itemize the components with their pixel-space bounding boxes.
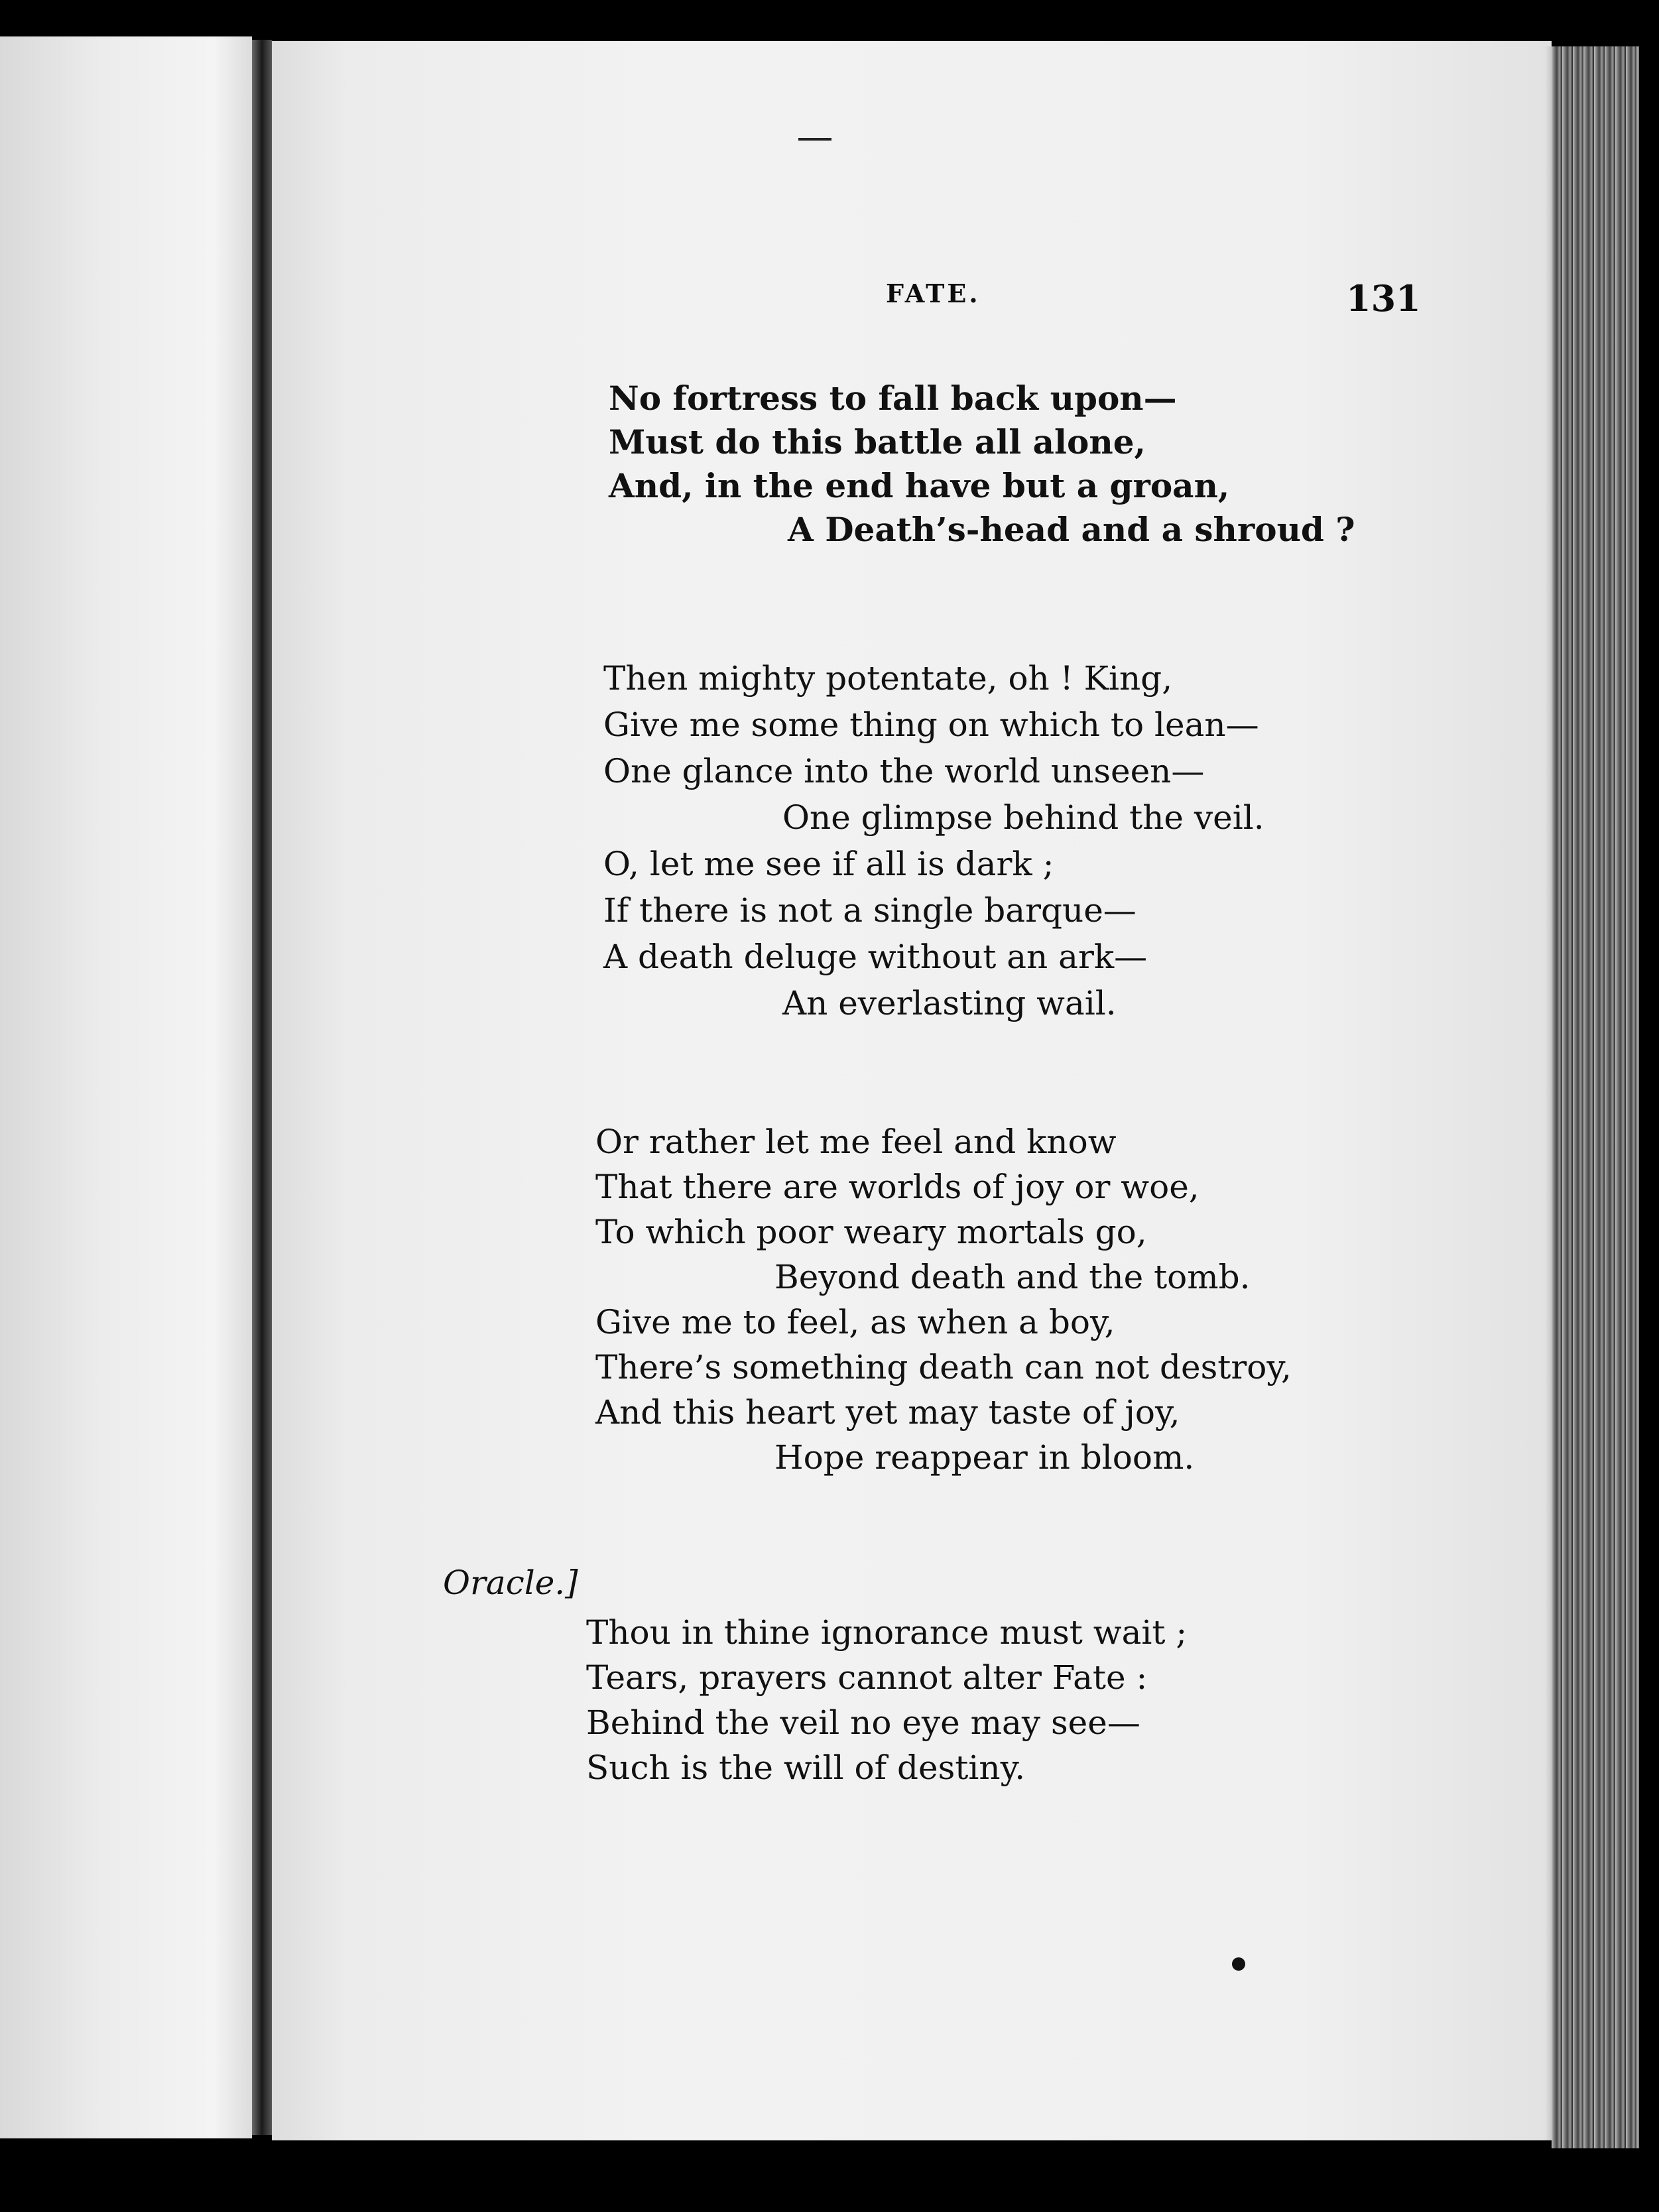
oracle-stanza bbox=[586, 1610, 1187, 1790]
book-gutter bbox=[252, 40, 272, 2135]
verse-line: Must do this battle all alone, bbox=[609, 422, 1146, 461]
stanza-1 bbox=[609, 377, 1355, 552]
verse-line: Thou in thine ignorance must wait ; bbox=[586, 1613, 1188, 1652]
verse-line: Then mighty potentate, oh ! King, bbox=[603, 659, 1173, 698]
verse-line: If there is not a single barque— bbox=[603, 891, 1137, 930]
verse-line: Give me to feel, as when a boy, bbox=[595, 1303, 1115, 1341]
verse-line: Hope reappear in bloom. bbox=[774, 1438, 1195, 1477]
verse-line: An everlasting wail. bbox=[782, 984, 1117, 1022]
page-number: 131 bbox=[1346, 277, 1421, 320]
verse-line: There’s something death can not destroy, bbox=[595, 1348, 1292, 1386]
verse-line: Tears, prayers cannot alter Fate : bbox=[586, 1658, 1148, 1697]
verse-line: A Death’s-head and a shroud ? bbox=[788, 510, 1355, 549]
running-header-title: FATE. bbox=[886, 278, 981, 308]
verse-line: And, in the end have but a groan, bbox=[609, 466, 1230, 505]
ink-blot bbox=[1232, 1957, 1245, 1971]
verse-line: A death deluge without an ark— bbox=[603, 938, 1148, 976]
verse-line: Beyond death and the tomb. bbox=[774, 1258, 1251, 1296]
speaker-label-oracle: Oracle.] bbox=[443, 1564, 578, 1602]
page-edges bbox=[1552, 46, 1639, 2148]
verse-line: Such is the will of destiny. bbox=[586, 1749, 1026, 1787]
top-dash-mark bbox=[798, 138, 831, 141]
verse-line: And this heart yet may taste of joy, bbox=[595, 1393, 1180, 1432]
verse-line: O, let me see if all is dark ; bbox=[603, 845, 1054, 883]
verse-line: To which poor weary mortals go, bbox=[595, 1213, 1147, 1251]
verse-line: Or rather let me feel and know bbox=[595, 1123, 1117, 1161]
left-page bbox=[0, 36, 252, 2138]
stanza-2 bbox=[603, 655, 1264, 1026]
right-page bbox=[272, 41, 1552, 2140]
stanza-3 bbox=[595, 1119, 1292, 1480]
verse-line: One glance into the world unseen— bbox=[603, 752, 1205, 790]
verse-line: No fortress to fall back upon— bbox=[609, 379, 1177, 418]
verse-line: Behind the veil no eye may see— bbox=[586, 1703, 1140, 1742]
verse-line: That there are worlds of joy or woe, bbox=[595, 1168, 1199, 1206]
verse-line: Give me some thing on which to lean— bbox=[603, 706, 1259, 744]
verse-line: One glimpse behind the veil. bbox=[782, 798, 1264, 837]
